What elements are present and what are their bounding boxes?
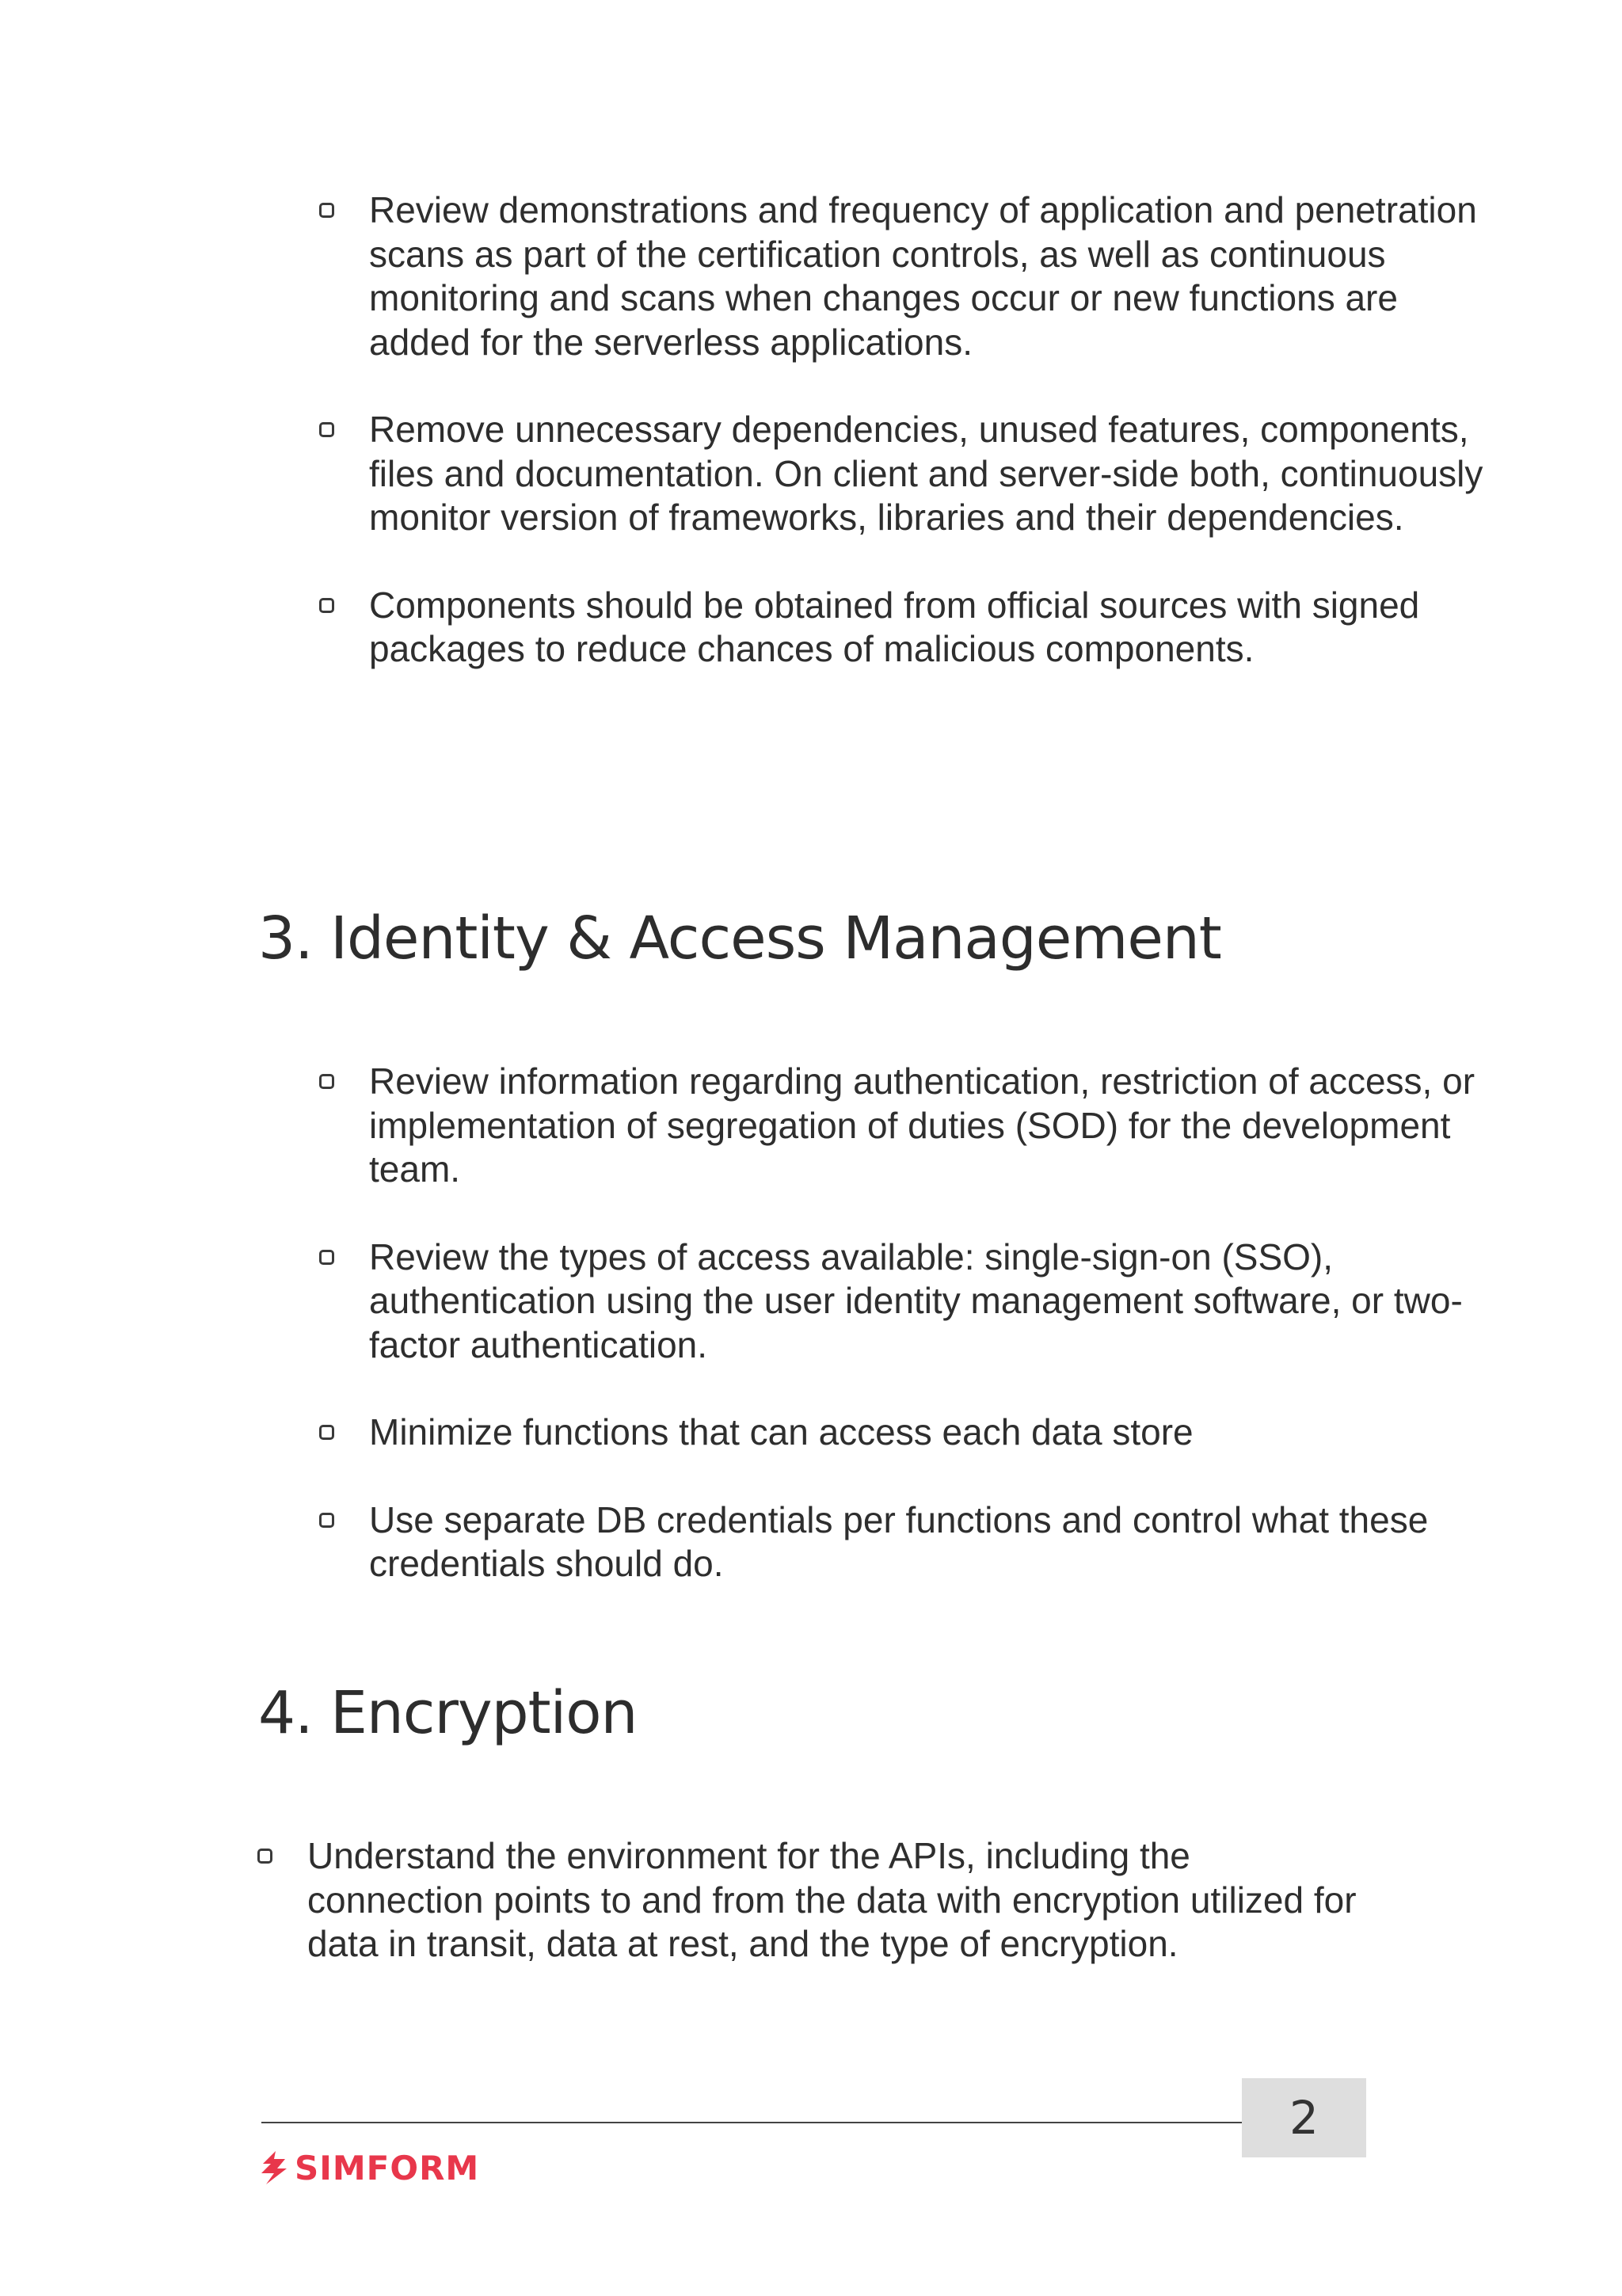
brand-logo: [258, 2148, 479, 2187]
square-bullet-icon: [319, 1425, 334, 1440]
square-bullet-icon: [319, 1074, 334, 1089]
list-item: [369, 584, 1494, 672]
list-item-text: Components should be obtained from official sources with signed packages to reduce chances of malicious components.: [369, 584, 1420, 669]
list-item-text: Minimize functions that can access each data store: [369, 1411, 1194, 1453]
list-item-text: Use separate DB credentials per functions and control what these credentials should do.: [369, 1498, 1429, 1584]
section-heading-identity-access: 3. Identity & Access Management: [258, 904, 1221, 973]
list-item: [369, 1411, 1494, 1455]
square-bullet-icon: [319, 1513, 334, 1528]
page-number-badge: [1242, 2078, 1366, 2157]
footer-divider: [261, 2122, 1242, 2123]
square-bullet-icon: [319, 422, 334, 437]
list-item-text: Review the types of access available: single-sign-on (SSO), authentication using the user identity management software, or two-factor authentication.: [369, 1236, 1463, 1365]
list-item: [369, 408, 1494, 540]
list-item-text: Understand the environment for the APIs, including the connection points to and from the data with encryption utilized for data in transit, data at rest, and the type of encryption.: [307, 1835, 1357, 1964]
list-item: [369, 1498, 1494, 1586]
list-item-text: Review information regarding authentication, restriction of access, or implementation of segregation of duties (SOD) for the development team.: [369, 1060, 1475, 1190]
square-bullet-icon: [257, 1849, 272, 1864]
list-item: [369, 1060, 1494, 1192]
list-item-text: Review demonstrations and frequency of application and penetration scans as part of the certification controls, as well as continuous monitoring and scans when changes occur or new functions are added for the serverless applications.: [369, 189, 1477, 363]
list-item: [307, 1834, 1361, 1967]
identity-access-list: [369, 1060, 1494, 1586]
list-item-text: Remove unnecessary dependencies, unused features, components, files and documentation. On client and server-side both, continuously monitor version of frameworks, libraries and their dependencies.: [369, 409, 1483, 538]
list-item: [369, 188, 1494, 364]
brand-name: SIMFORM: [295, 2148, 480, 2187]
requirements-list: [369, 188, 1494, 672]
square-bullet-icon: [319, 1250, 334, 1265]
encryption-list: [307, 1834, 1361, 1967]
list-item: [369, 1236, 1494, 1368]
simform-logo-icon: [258, 2149, 290, 2186]
square-bullet-icon: [319, 203, 334, 218]
square-bullet-icon: [319, 598, 334, 613]
section-heading-encryption: 4. Encryption: [258, 1679, 638, 1747]
page-number: 2: [1289, 2091, 1319, 2145]
